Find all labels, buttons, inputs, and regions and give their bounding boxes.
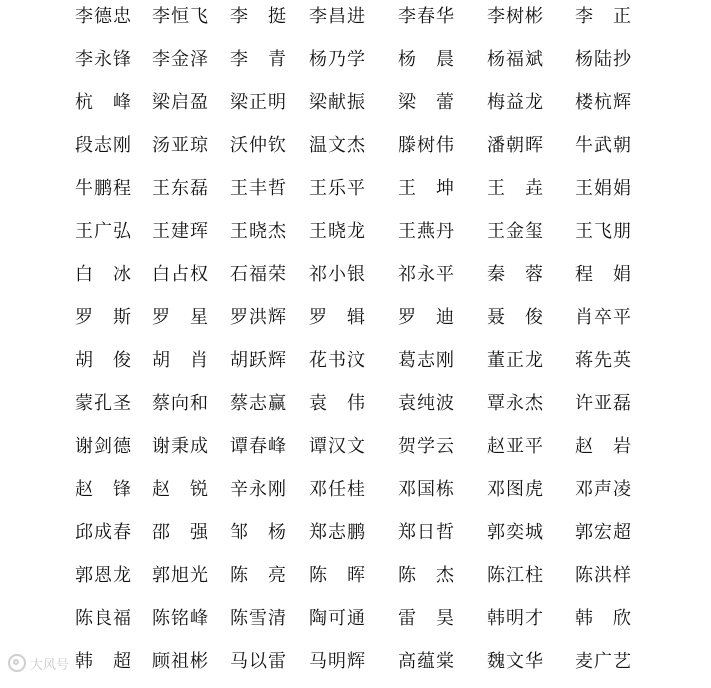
- name-cell: 赵 锋: [75, 479, 131, 500]
- name-cell: 王 坤: [398, 178, 454, 199]
- name-row: [0, 86, 711, 129]
- name-row: [0, 172, 711, 215]
- name-cell: 葛志刚: [398, 350, 454, 371]
- name-cell: 陈 晖: [309, 565, 365, 586]
- name-cell: 梁 蕾: [398, 92, 454, 113]
- name-cell: 胡跃辉: [230, 350, 286, 371]
- name-cell: 赵 锐: [152, 479, 208, 500]
- name-cell: 胡 肖: [152, 350, 208, 371]
- name-cell: 陈 亮: [230, 565, 286, 586]
- name-cell: 高蕴棠: [398, 651, 454, 672]
- name-cell: 谢剑德: [75, 436, 131, 457]
- name-cell: 贺学云: [398, 436, 454, 457]
- name-cell: 麦广艺: [575, 651, 631, 672]
- name-cell: 蒙孔圣: [75, 393, 131, 414]
- name-cell: 李树彬: [487, 6, 543, 27]
- name-row: [0, 387, 711, 430]
- name-cell: 白 冰: [75, 264, 131, 285]
- name-cell: 郭奕城: [487, 522, 543, 543]
- name-cell: 杨 晨: [398, 49, 454, 70]
- name-cell: 蒋先英: [575, 350, 631, 371]
- name-cell: 谢秉成: [152, 436, 208, 457]
- name-cell: 王金玺: [487, 221, 543, 242]
- name-cell: 蔡志赢: [230, 393, 286, 414]
- watermark: [8, 652, 69, 674]
- name-cell: 汤亚琼: [152, 135, 208, 156]
- name-cell: 董正龙: [487, 350, 543, 371]
- name-cell: 杨陆抄: [575, 49, 631, 70]
- name-cell: 郭恩龙: [75, 565, 131, 586]
- name-cell: 许亚磊: [575, 393, 631, 414]
- name-row: [0, 602, 711, 645]
- name-cell: 李 正: [575, 6, 631, 27]
- name-cell: 郑志鹏: [309, 522, 365, 543]
- name-row: [0, 559, 711, 602]
- name-cell: 王建珲: [152, 221, 208, 242]
- name-cell: 罗洪辉: [230, 307, 286, 328]
- name-cell: 王丰哲: [230, 178, 286, 199]
- name-cell: 陈雪清: [230, 608, 286, 629]
- name-cell: 王娟娟: [575, 178, 631, 199]
- name-cell: 邹 杨: [230, 522, 286, 543]
- name-cell: 袁纯波: [398, 393, 454, 414]
- name-row: [0, 215, 711, 258]
- name-cell: 罗 辑: [309, 307, 365, 328]
- name-cell: 梁启盈: [152, 92, 208, 113]
- name-cell: 祁小银: [309, 264, 365, 285]
- name-cell: 罗 星: [152, 307, 208, 328]
- name-cell: 顾祖彬: [152, 651, 208, 672]
- name-row: [0, 344, 711, 387]
- name-cell: 郭宏超: [575, 522, 631, 543]
- name-cell: 韩明才: [487, 608, 543, 629]
- name-cell: 邓任桂: [309, 479, 365, 500]
- name-cell: 梅益龙: [487, 92, 543, 113]
- name-cell: 李昌进: [309, 6, 365, 27]
- name-cell: 覃永杰: [487, 393, 543, 414]
- name-cell: 楼杭辉: [575, 92, 631, 113]
- name-cell: 陶可通: [309, 608, 365, 629]
- name-cell: 潘朝晖: [487, 135, 543, 156]
- name-cell: 赵 岩: [575, 436, 631, 457]
- name-cell: 王广弘: [75, 221, 131, 242]
- name-cell: 沃仲钦: [230, 135, 286, 156]
- name-row: [0, 516, 711, 559]
- name-cell: 赵亚平: [487, 436, 543, 457]
- name-cell: 马明辉: [309, 651, 365, 672]
- name-cell: 陈铭峰: [152, 608, 208, 629]
- name-cell: 邱成春: [75, 522, 131, 543]
- name-row: [0, 129, 711, 172]
- watermark-logo-icon: [8, 654, 26, 672]
- name-cell: 蔡向和: [152, 393, 208, 414]
- name-cell: 陈江柱: [487, 565, 543, 586]
- name-row: [0, 258, 711, 301]
- name-row: [0, 430, 711, 473]
- name-cell: 梁献振: [309, 92, 365, 113]
- name-cell: 滕树伟: [398, 135, 454, 156]
- name-cell: 石福荣: [230, 264, 286, 285]
- name-cell: 王东磊: [152, 178, 208, 199]
- name-row: [0, 301, 711, 344]
- name-cell: 雷 昊: [398, 608, 454, 629]
- name-cell: 马以雷: [230, 651, 286, 672]
- name-cell: 李金泽: [152, 49, 208, 70]
- name-cell: 杨乃学: [309, 49, 365, 70]
- name-cell: 白占权: [152, 264, 208, 285]
- name-cell: 罗 斯: [75, 307, 131, 328]
- name-cell: 温文杰: [309, 135, 365, 156]
- name-row: [0, 0, 711, 43]
- name-cell: 陈洪样: [575, 565, 631, 586]
- name-cell: 韩 超: [75, 651, 131, 672]
- name-cell: 杨福斌: [487, 49, 543, 70]
- name-cell: 胡 俊: [75, 350, 131, 371]
- name-cell: 李春华: [398, 6, 454, 27]
- name-cell: 辛永刚: [230, 479, 286, 500]
- name-cell: 王燕丹: [398, 221, 454, 242]
- name-row: [0, 43, 711, 86]
- name-cell: 谭汉文: [309, 436, 365, 457]
- name-cell: 王 垚: [487, 178, 543, 199]
- name-cell: 陈 杰: [398, 565, 454, 586]
- name-cell: 邵 强: [152, 522, 208, 543]
- name-cell: 袁 伟: [309, 393, 365, 414]
- name-cell: 李 挺: [230, 6, 286, 27]
- name-cell: 王乐平: [309, 178, 365, 199]
- name-cell: 王晓龙: [309, 221, 365, 242]
- name-cell: 李 青: [230, 49, 286, 70]
- name-cell: 邓国栋: [398, 479, 454, 500]
- name-cell: 梁正明: [230, 92, 286, 113]
- name-cell: 花书汶: [309, 350, 365, 371]
- name-cell: 秦 蓉: [487, 264, 543, 285]
- name-cell: 邓图虎: [487, 479, 543, 500]
- name-cell: 程 娟: [575, 264, 631, 285]
- name-row: [0, 473, 711, 516]
- name-cell: 陈良福: [75, 608, 131, 629]
- name-cell: 邓声凌: [575, 479, 631, 500]
- name-cell: 韩 欣: [575, 608, 631, 629]
- name-cell: 牛鹏程: [75, 178, 131, 199]
- name-cell: 魏文华: [487, 651, 543, 672]
- name-cell: 罗 迪: [398, 307, 454, 328]
- name-cell: 牛武朝: [575, 135, 631, 156]
- name-row: [0, 645, 711, 688]
- name-cell: 聂 俊: [487, 307, 543, 328]
- name-cell: 郑日哲: [398, 522, 454, 543]
- name-cell: 谭春峰: [230, 436, 286, 457]
- name-cell: 李德忠: [75, 6, 131, 27]
- name-cell: 段志刚: [75, 135, 131, 156]
- name-cell: 祁永平: [398, 264, 454, 285]
- name-cell: 王飞朋: [575, 221, 631, 242]
- name-cell: 肖卒平: [575, 307, 631, 328]
- name-cell: 杭 峰: [75, 92, 131, 113]
- name-cell: 王晓杰: [230, 221, 286, 242]
- name-cell: 郭旭光: [152, 565, 208, 586]
- name-cell: 李永锋: [75, 49, 131, 70]
- watermark-text: 大风号: [30, 657, 70, 673]
- name-cell: 李恒飞: [152, 6, 208, 27]
